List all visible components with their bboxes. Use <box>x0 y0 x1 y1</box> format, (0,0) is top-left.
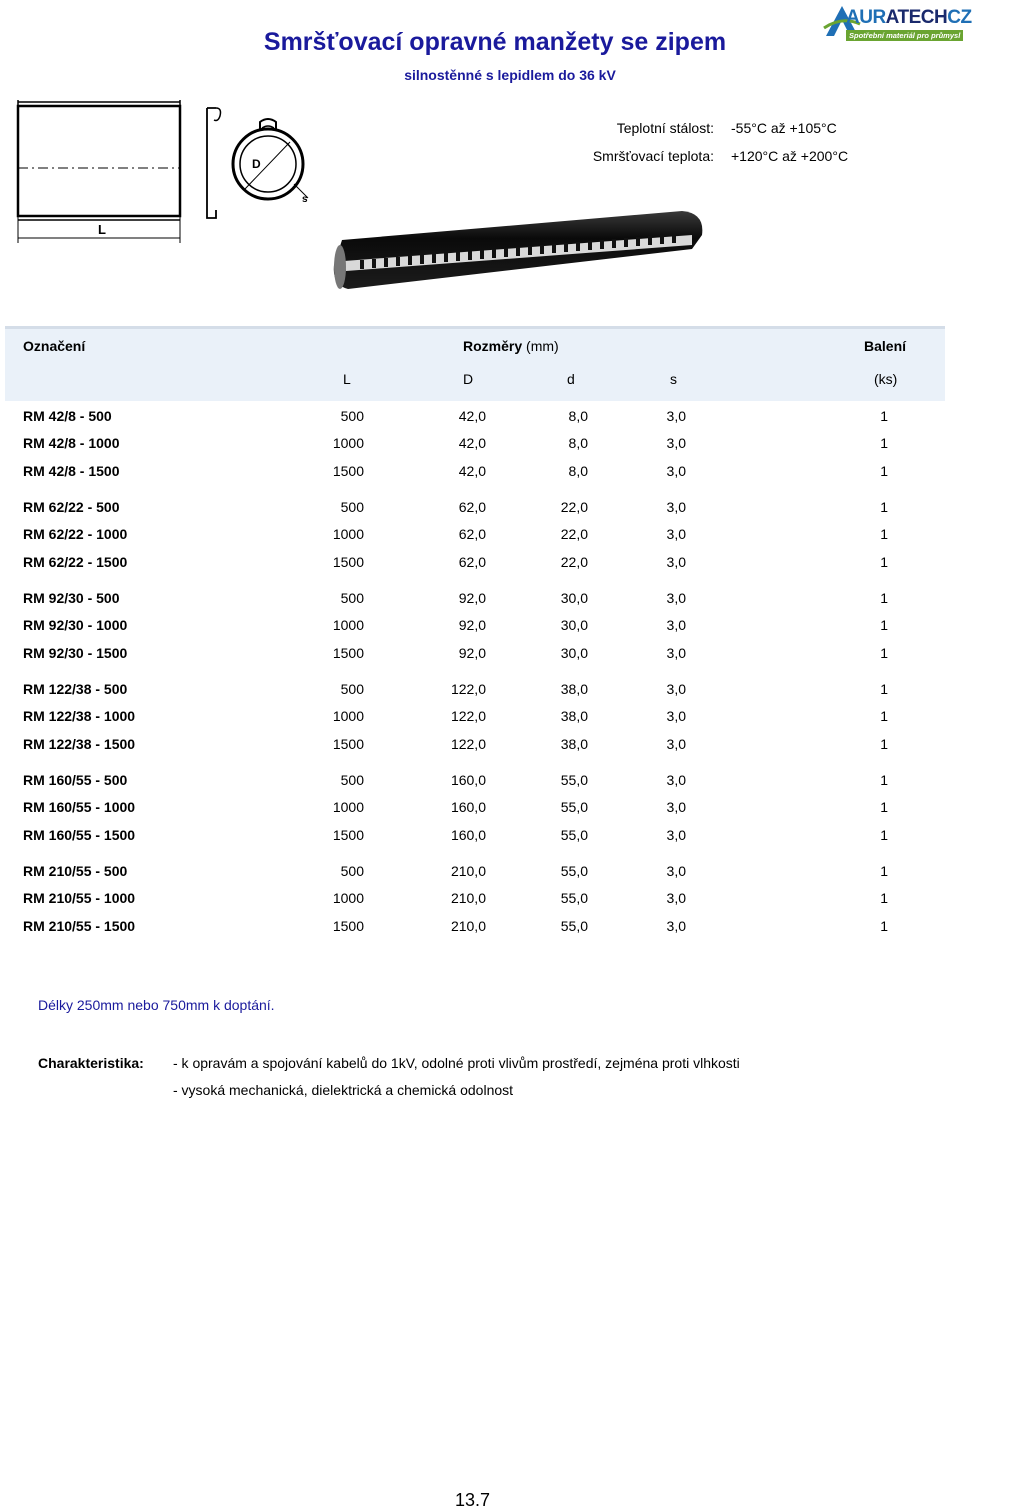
row-designation: RM 42/8 - 500 <box>23 408 112 424</box>
row-min-diameter: 38,0 <box>560 735 588 752</box>
row-diameter: 62,0 <box>458 526 486 543</box>
row-designation: RM 122/38 - 500 <box>23 681 128 697</box>
row-wall-thickness: 3,0 <box>666 462 686 479</box>
row-packaging: 1 <box>880 553 888 570</box>
row-designation: RM 210/55 - 1500 <box>23 917 136 934</box>
row-min-diameter: 55,0 <box>560 826 588 843</box>
row-wall-thickness: 3,0 <box>666 772 686 788</box>
row-packaging: 1 <box>880 590 888 606</box>
row-diameter: 42,0 <box>458 435 486 452</box>
temperature-stability-value: -55°C až +105°C <box>731 120 837 136</box>
row-min-diameter: 30,0 <box>560 590 588 606</box>
row-designation: RM 122/38 - 1000 <box>23 708 136 725</box>
page-subtitle: silnostěnné s lepidlem do 36 kV <box>404 67 616 83</box>
row-diameter: 62,0 <box>458 553 486 570</box>
row-min-diameter: 8,0 <box>568 408 588 424</box>
table-row <box>0 590 960 610</box>
row-packaging: 1 <box>880 772 888 788</box>
row-designation: RM 92/30 - 1000 <box>23 617 128 634</box>
row-packaging: 1 <box>880 617 888 634</box>
shrink-temperature-value: +120°C až +200°C <box>731 148 849 164</box>
row-diameter: 62,0 <box>458 499 486 515</box>
table-row <box>0 526 960 546</box>
logo-tagline: Spotřební materiál pro průmysl <box>846 30 963 41</box>
row-length: 1500 <box>332 553 364 570</box>
company-logo <box>822 2 972 42</box>
row-diameter: 122,0 <box>450 681 486 697</box>
page-title: Smršťovací opravné manžety se zipem <box>263 28 727 56</box>
drawing-label-D: D <box>252 157 261 171</box>
row-diameter: 210,0 <box>450 917 486 934</box>
row-packaging: 1 <box>880 462 888 479</box>
row-diameter: 210,0 <box>450 890 486 907</box>
row-designation: RM 62/22 - 1500 <box>23 553 128 570</box>
row-packaging: 1 <box>880 735 888 752</box>
row-designation: RM 92/30 - 500 <box>23 590 120 606</box>
row-wall-thickness: 3,0 <box>666 590 686 606</box>
row-packaging: 1 <box>880 826 888 843</box>
column-header-packaging: Balení <box>864 338 907 354</box>
row-packaging: 1 <box>880 708 888 725</box>
table-row <box>0 681 960 701</box>
row-wall-thickness: 3,0 <box>666 826 686 843</box>
row-designation: RM 42/8 - 1500 <box>23 462 120 479</box>
column-header-designation: Označení <box>23 338 86 354</box>
characteristics-line: - k opravám a spojování kabelů do 1kV, odolné proti vlivům prostředí, zejména proti vlhkosti <box>173 1055 740 1071</box>
row-length: 1000 <box>332 799 364 816</box>
row-packaging: 1 <box>880 917 888 934</box>
row-diameter: 160,0 <box>450 799 486 816</box>
row-min-diameter: 8,0 <box>568 462 588 479</box>
row-diameter: 160,0 <box>450 826 486 843</box>
row-packaging: 1 <box>880 799 888 816</box>
row-min-diameter: 55,0 <box>560 799 588 816</box>
row-packaging: 1 <box>880 408 888 424</box>
row-length: 500 <box>340 772 364 788</box>
row-length: 1500 <box>332 644 364 661</box>
row-min-diameter: 8,0 <box>568 435 588 452</box>
row-wall-thickness: 3,0 <box>666 890 686 907</box>
row-wall-thickness: 3,0 <box>666 708 686 725</box>
table-row <box>0 499 960 519</box>
row-designation: RM 210/55 - 1000 <box>23 890 136 907</box>
row-diameter: 122,0 <box>450 708 486 725</box>
row-diameter: 42,0 <box>458 462 486 479</box>
row-min-diameter: 38,0 <box>560 681 588 697</box>
row-wall-thickness: 3,0 <box>666 617 686 634</box>
row-length: 1000 <box>332 708 364 725</box>
row-length: 500 <box>340 408 364 424</box>
table-row <box>0 736 960 756</box>
row-length: 1500 <box>332 917 364 934</box>
availability-note: Délky 250mm nebo 750mm k doptání. <box>38 997 275 1013</box>
characteristics-line: - vysoká mechanická, dielektrická a chemická odolnost <box>173 1082 514 1098</box>
drawing-label-L: L <box>98 222 106 237</box>
row-packaging: 1 <box>880 526 888 543</box>
row-length: 1000 <box>332 617 364 634</box>
row-length: 1000 <box>332 435 364 452</box>
row-length: 500 <box>340 863 364 879</box>
product-photo <box>330 205 710 295</box>
row-diameter: 42,0 <box>458 408 486 424</box>
row-wall-thickness: 3,0 <box>666 435 686 452</box>
column-header-dimensions <box>463 338 559 354</box>
temperature-stability-label: Teplotní stálost: <box>616 120 714 136</box>
table-row <box>0 918 960 938</box>
table-row <box>0 645 960 665</box>
row-designation: RM 92/30 - 1500 <box>23 644 128 661</box>
row-min-diameter: 30,0 <box>560 644 588 661</box>
drawing-label-s: s <box>302 194 308 205</box>
table-row <box>0 827 960 847</box>
row-designation: RM 160/55 - 1500 <box>23 826 136 843</box>
row-length: 1500 <box>332 826 364 843</box>
row-packaging: 1 <box>880 644 888 661</box>
row-designation: RM 160/55 - 1000 <box>23 799 136 816</box>
row-packaging: 1 <box>880 863 888 879</box>
row-length: 1000 <box>332 526 364 543</box>
characteristics-label: Charakteristika: <box>38 1055 144 1071</box>
row-diameter: 210,0 <box>450 863 486 879</box>
row-designation: RM 122/38 - 1500 <box>23 735 136 752</box>
row-min-diameter: 55,0 <box>560 917 588 934</box>
row-packaging: 1 <box>880 435 888 452</box>
row-wall-thickness: 3,0 <box>666 499 686 515</box>
table-row <box>0 617 960 637</box>
row-designation: RM 62/22 - 500 <box>23 499 120 515</box>
row-wall-thickness: 3,0 <box>666 408 686 424</box>
row-diameter: 92,0 <box>458 644 486 661</box>
page-number: 13.7 <box>455 1490 491 1510</box>
column-header-d: d <box>567 371 575 387</box>
table-row <box>0 554 960 574</box>
row-wall-thickness: 3,0 <box>666 681 686 697</box>
row-min-diameter: 30,0 <box>560 617 588 634</box>
technical-drawing <box>8 98 328 246</box>
table-row <box>0 890 960 910</box>
column-header-s: s <box>670 371 677 387</box>
row-wall-thickness: 3,0 <box>666 644 686 661</box>
row-diameter: 92,0 <box>458 590 486 606</box>
table-row <box>0 408 960 428</box>
row-wall-thickness: 3,0 <box>666 526 686 543</box>
row-length: 500 <box>340 681 364 697</box>
row-min-diameter: 22,0 <box>560 526 588 543</box>
row-wall-thickness: 3,0 <box>666 863 686 879</box>
column-header-pcs: (ks) <box>874 371 898 387</box>
row-min-diameter: 55,0 <box>560 772 588 788</box>
row-min-diameter: 22,0 <box>560 553 588 570</box>
row-length: 1000 <box>332 890 364 907</box>
row-length: 500 <box>340 590 364 606</box>
dimensions-label: Rozměry <box>463 338 523 354</box>
column-header-D: D <box>463 371 474 387</box>
row-diameter: 92,0 <box>458 617 486 634</box>
row-min-diameter: 55,0 <box>560 890 588 907</box>
row-length: 1500 <box>332 462 364 479</box>
table-row <box>0 799 960 819</box>
row-diameter: 160,0 <box>450 772 486 788</box>
row-length: 500 <box>340 499 364 515</box>
table-row <box>0 435 960 455</box>
row-length: 1500 <box>332 735 364 752</box>
row-wall-thickness: 3,0 <box>666 735 686 752</box>
row-wall-thickness: 3,0 <box>666 917 686 934</box>
column-header-L: L <box>343 371 351 387</box>
table-row <box>0 863 960 883</box>
row-min-diameter: 38,0 <box>560 708 588 725</box>
row-min-diameter: 22,0 <box>560 499 588 515</box>
shrink-temperature-label: Smršťovací teplota: <box>592 148 714 164</box>
row-wall-thickness: 3,0 <box>666 553 686 570</box>
logo-wordmark: AURATECHCZ <box>846 7 972 28</box>
row-designation: RM 160/55 - 500 <box>23 772 128 788</box>
table-row <box>0 463 960 483</box>
table-row <box>0 708 960 728</box>
row-packaging: 1 <box>880 499 888 515</box>
table-row <box>0 772 960 792</box>
row-designation: RM 210/55 - 500 <box>23 863 128 879</box>
dimensions-unit: (mm) <box>526 338 559 354</box>
row-wall-thickness: 3,0 <box>666 799 686 816</box>
row-designation: RM 42/8 - 1000 <box>23 435 120 452</box>
row-min-diameter: 55,0 <box>560 863 588 879</box>
row-packaging: 1 <box>880 681 888 697</box>
row-packaging: 1 <box>880 890 888 907</box>
row-diameter: 122,0 <box>450 735 486 752</box>
row-designation: RM 62/22 - 1000 <box>23 526 128 543</box>
